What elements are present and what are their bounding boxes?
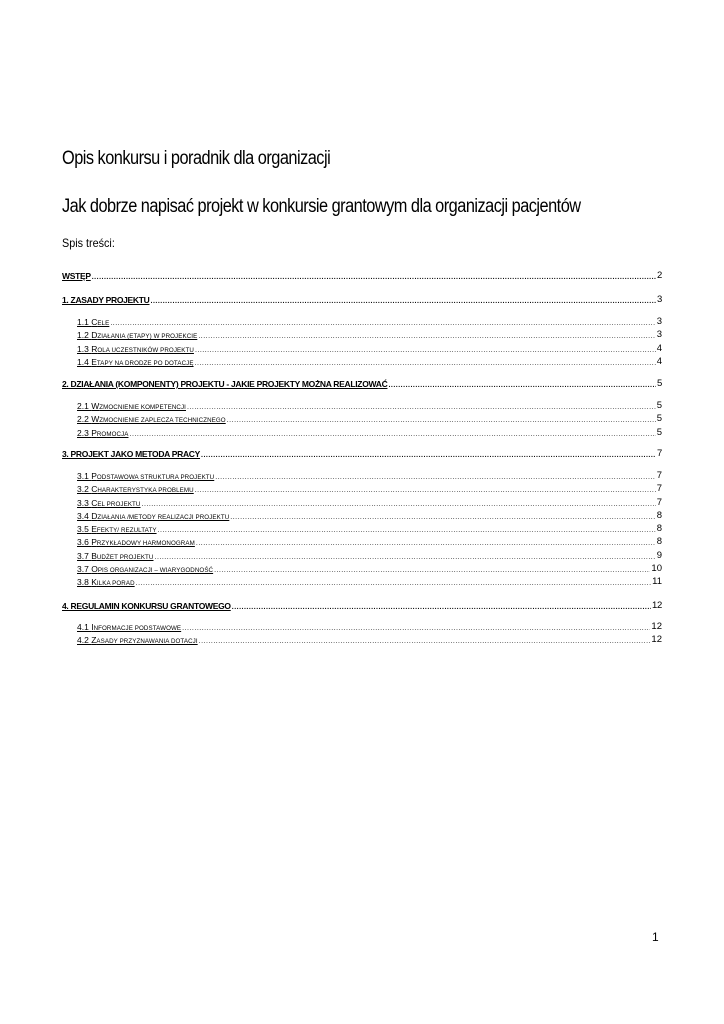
toc-page-number: 3 (656, 316, 662, 327)
toc-leader-dots (196, 540, 656, 547)
toc-leader-dots (110, 320, 655, 327)
toc-page-number: 4 (656, 356, 662, 367)
toc-entry-label: 1.4 ETAPY NA DRODZE PO DOTACJĘ (77, 357, 194, 367)
toc-leader-dots (198, 333, 655, 340)
toc-page-number: 8 (656, 510, 662, 521)
toc-page-number: 8 (656, 536, 662, 547)
toc-entry-label: 2. DZIAŁANIA (KOMPONENTY) PROJEKTU - JAKIE PROJEKTY MOŻNA REALIZOWAĆ (62, 379, 388, 389)
toc-entry-1-4[interactable] (62, 356, 662, 367)
toc-leader-dots (155, 554, 656, 561)
toc-entry-section-4[interactable] (62, 600, 662, 611)
toc-page-number: 3 (656, 329, 662, 340)
toc-leader-dots (388, 382, 656, 389)
toc-page-number: 11 (652, 576, 662, 587)
toc-entry-2-2[interactable] (62, 413, 662, 424)
toc-page-number: 5 (656, 427, 662, 438)
toc-page-number: 5 (656, 413, 662, 424)
document-title: Opis konkursu i poradnik dla organizacji (62, 148, 331, 169)
toc-entry-section-2[interactable] (62, 378, 662, 389)
toc-entry-label: 2.1 WZMOCNIENIE KOMPETENCJI (77, 401, 186, 411)
toc-leader-dots (232, 604, 651, 611)
toc-page-number: 12 (651, 621, 662, 632)
toc-leader-dots (158, 527, 656, 534)
toc-page-number: 4 (656, 343, 662, 354)
toc-entry-section-3[interactable] (62, 448, 662, 459)
toc-page-number: 8 (656, 523, 662, 534)
toc-entry-label: 2.3 PROMOCJA (77, 428, 129, 438)
toc-entry-3-5[interactable] (62, 523, 662, 534)
toc-leader-dots (142, 501, 656, 508)
toc-page-number: 12 (652, 600, 662, 611)
toc-page-number: 7 (656, 497, 662, 508)
toc-leader-dots (230, 514, 655, 521)
toc-entry-label: 3.6 PRZYKŁADOWY HARMONOGRAM (77, 537, 195, 547)
toc-leader-dots (215, 474, 655, 481)
toc-entry-label: 3. PROJEKT JAKO METODA PRACY (62, 449, 201, 459)
toc-leader-dots (136, 580, 651, 587)
toc-entry-3-6[interactable] (62, 536, 662, 547)
toc-entry-4-1[interactable] (62, 621, 662, 632)
toc-entry-2-3[interactable] (62, 427, 662, 438)
toc-entry-3-3[interactable] (62, 497, 662, 508)
toc-page-number: 3 (657, 294, 662, 305)
toc-entry-label: 3.1 PODSTAWOWA STRUKTURA PROJEKTU (77, 471, 215, 481)
toc-leader-dots (151, 298, 657, 305)
toc-page-number: 9 (656, 550, 662, 561)
toc-leader-dots (92, 274, 656, 281)
toc-leader-dots (199, 638, 651, 645)
toc-entry-3-4[interactable] (62, 510, 662, 521)
page-number: 1 (652, 930, 659, 944)
toc-entry-3-7-budget[interactable] (62, 550, 662, 561)
toc-entry-label: 1.2 DZIAŁANIA (ETAPY) W PROJEKCIE (77, 330, 198, 340)
toc-entry-2-1[interactable] (62, 400, 662, 411)
toc-leader-dots (182, 625, 650, 632)
toc-entry-label: 3.8 KILKA PORAD (77, 577, 135, 587)
toc-entry-label: 2.2 WZMOCNIENIE ZAPLECZA TECHNICZNEGO (77, 414, 226, 424)
toc-entry-1-3[interactable] (62, 343, 662, 354)
toc-page-number: 5 (657, 378, 662, 389)
toc-entry-1-2[interactable] (62, 329, 662, 340)
toc-entry-label: 3.3 CEL PROJEKTU (77, 498, 141, 508)
toc-entry-3-7-organization[interactable] (62, 563, 662, 574)
toc-entry-introduction[interactable] (62, 270, 662, 281)
toc-page-number: 2 (657, 270, 662, 281)
toc-leader-dots (227, 417, 656, 424)
toc-entry-label: 1. ZASADY PROJEKTU (62, 295, 150, 305)
toc-entry-label: 3.5 EFEKTY/ REZULTATY (77, 524, 157, 534)
toc-leader-dots (130, 431, 656, 438)
toc-entry-label: 4.2 ZASADY PRZYZNAWANIA DOTACJI (77, 635, 198, 645)
toc-entry-1-1[interactable] (62, 316, 662, 327)
document-subtitle: Jak dobrze napisać projekt w konkursie grantowym dla organizacji pacjentów (62, 196, 581, 217)
toc-entry-label: 1.1 CELE (77, 317, 110, 327)
toc-page-number: 7 (657, 448, 662, 459)
toc-leader-dots (214, 567, 650, 574)
toc-entry-label: 3.2 CHARAKTERYSTYKA PROBLEMU (77, 484, 194, 494)
toc-entry-label: 3.7 OPIS ORGANIZACJI – WIARYGODNOŚĆ (77, 564, 214, 574)
toc-leader-dots (195, 347, 656, 354)
toc-entry-label: 1.3 ROLA UCZESTNIKÓW PROJEKTU (77, 344, 194, 354)
toc-page-number: 7 (656, 483, 662, 494)
toc-page-number: 7 (656, 470, 662, 481)
toc-entry-label: WSTĘP (62, 271, 91, 281)
toc-entry-label: 3.7 BUDŻET PROJEKTU (77, 551, 154, 561)
toc-entry-3-8[interactable] (62, 576, 662, 587)
toc-entry-label: 4.1 INFORMACJE PODSTAWOWE (77, 622, 182, 632)
toc-leader-dots (195, 360, 656, 367)
toc-leader-dots (187, 404, 656, 411)
toc-entry-3-1[interactable] (62, 470, 662, 481)
toc-leader-dots (195, 487, 656, 494)
toc-entry-section-1[interactable] (62, 294, 662, 305)
toc-entry-label: 4. REGULAMIN KONKURSU GRANTOWEGO (62, 601, 231, 611)
toc-page-number: 12 (651, 634, 662, 645)
toc-heading: Spis treści: (62, 236, 115, 250)
toc-entry-3-2[interactable] (62, 483, 662, 494)
toc-leader-dots (201, 452, 656, 459)
toc-entry-label: 3.4 DZIAŁANIA /METODY REALIZACJI PROJEKTU (77, 511, 230, 521)
toc-page-number: 5 (656, 400, 662, 411)
toc-entry-4-2[interactable] (62, 634, 662, 645)
toc-page-number: 10 (651, 563, 662, 574)
